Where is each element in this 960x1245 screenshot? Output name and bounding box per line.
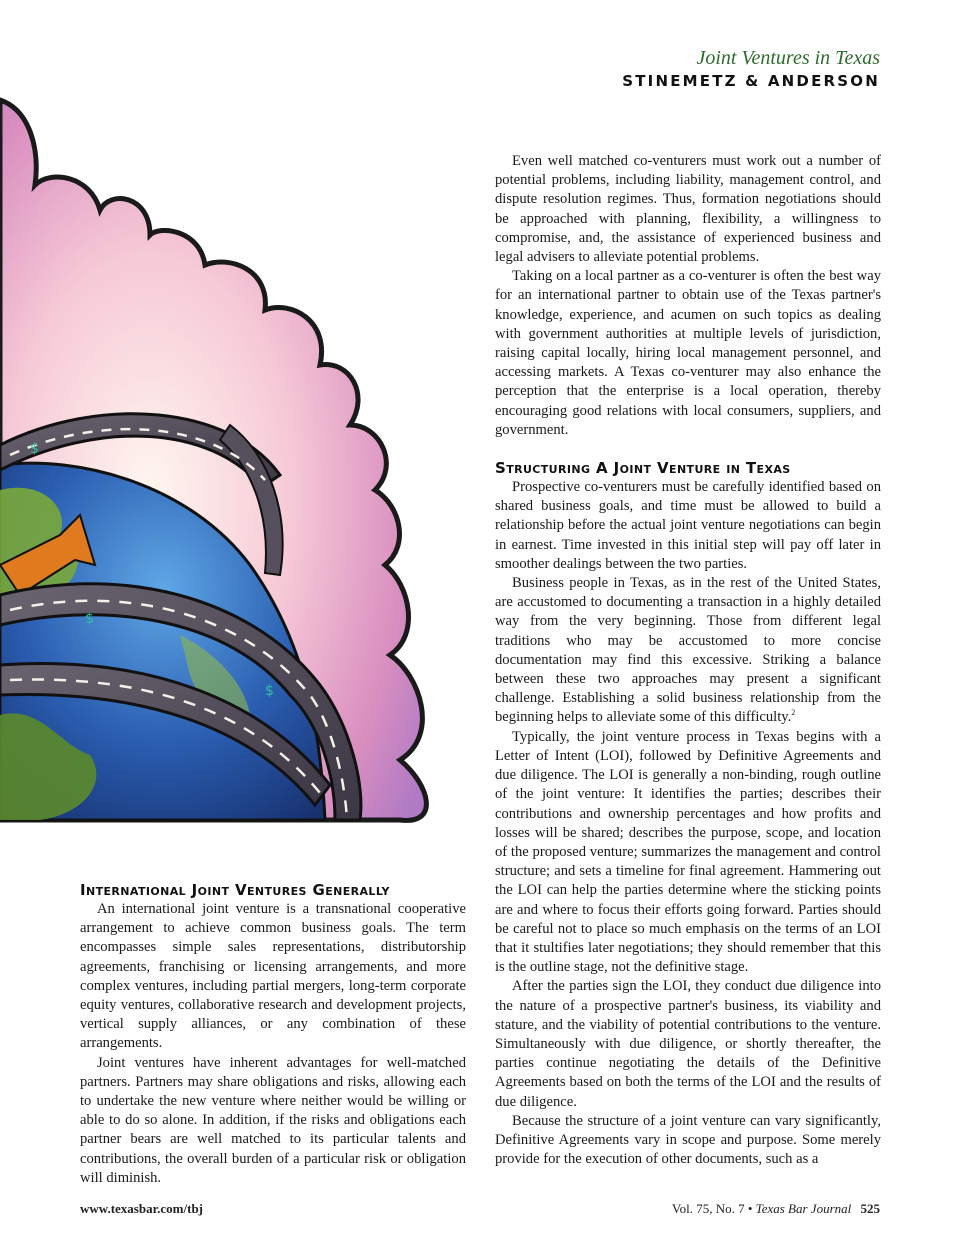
body-paragraph: Joint ventures have inherent advantages for well-matched partners. Partners may share obligations and risks, allowing each to undertake the new venture where neither would be willing or able to do so alone. In addition, if the risks and obligations each partner bears are well matched to its particular talents and contributions, the overall burden of a particular risk or obligation will diminish.	[80, 1054, 466, 1186]
section-heading-structuring: Structuring A Joint Venture in Texas	[495, 459, 791, 478]
body-paragraph: Because the structure of a joint venture can vary significantly, Definitive Agreements vary in scope and purpose. Some merely provide for the execution of other documents, such as a	[495, 1112, 881, 1168]
footnote-marker[interactable]: 2	[791, 708, 796, 718]
page-number: 525	[860, 1201, 880, 1216]
paragraph-text: Business people in Texas, as in the rest of the United States, are accustomed to documenting a transaction in a highly detailed way from the very beginning. Those from different legal traditions who may be accustomed to more concise documentation may find this excessive. Striking a balance between these two approaches may present a significant challenge. Establishing a solid business relationship from the beginning helps to alleviate some of this difficulty.	[495, 575, 881, 726]
footer-issue-info	[672, 1201, 880, 1217]
globe-highway-cloud-illustration	[0, 95, 470, 830]
body-paragraph: An international joint venture is a transnational cooperative arrangement to achieve common business goals. The term encompasses simple sales representations, distributorship agreements, franchising or licensing arrangements, and more complex ventures, including partial mergers, long-term corporate equity ventures, collaborative research and development projects, vertical supply alliances, or any combination of these arrangements.	[80, 901, 466, 1052]
dollar-mark: $	[85, 611, 94, 627]
running-header	[622, 46, 880, 92]
footer-bullet: •	[747, 1201, 753, 1216]
body-paragraph: Typically, the joint venture process in Texas begins with a Letter of Intent (LOI), followed by Definitive Agreements and due diligence. The LOI is generally a non-binding, rough outline of the joint venture: It identifies the parties; describes their contributions and ownership percentages and how profits and losses will be shared; describes the purpose, scope, and location of the proposed venture; summarizes the management and control structure; and sets a timeline for final agreement. Hammering out the LOI can help the parties determine where the sticking points are and where to focus their efforts going forward. Parties should be careful not to place so much emphasis on the terms of an LOI that it stultifies later negotiations; they should remember that this is the outline stage, not the definitive stage.	[495, 728, 881, 976]
volume-number: Vol. 75, No. 7	[671, 1201, 745, 1216]
journal-name: Texas Bar Journal	[755, 1201, 852, 1216]
body-paragraph: After the parties sign the LOI, they conduct due diligence into the nature of a prospective partner's business, its viability and stature, and the viability of potential contributions to the venture. Simultaneously with due diligence, or shortly thereafter, the parties continue negotiating the details of the Definitive Agreements based on both the terms of the LOI and the results of due diligence.	[495, 978, 881, 1110]
body-paragraph: Prospective co-venturers must be carefully identified based on shared business goals, and time must be allowed to build a relationship before the actual joint venture negotiations can begin in earnest. Time invested in this initial step will pay off later in smoother dealings between the two parties.	[495, 479, 881, 572]
body-paragraph: Taking on a local partner as a co-venturer is often the best way for an international partner to obtain use of the Texas partner's knowledge, experience, and acumen on such topics as dealing with government authorities at multiple levels of jurisdiction, raising capital locally, hiring local management personnel, and accessing markets. A Texas co-venturer may also enhance the perception that the enterprise is a local operation, thereby encouraging good relations with local consumers, suppliers, and government.	[495, 268, 881, 438]
page-footer	[80, 1201, 880, 1219]
footer-url-link[interactable]: www.texasbar.com/tbj	[80, 1201, 204, 1216]
body-paragraph: Even well matched co-venturers must work out a number of potential problems, including liability, management control, and dispute resolution regimes. Thus, formation negotiations should be approached with planning, flexibility, a willingness to compromise, and, the assistance of experienced business and legal advisers to alleviate potential problems.	[495, 153, 881, 266]
series-title: Joint Ventures in Texas	[696, 47, 880, 69]
dollar-mark: $	[30, 441, 39, 457]
right-column	[495, 152, 881, 1169]
left-column	[80, 880, 466, 1188]
dollar-mark: $	[265, 683, 274, 699]
section-heading-international: International Joint Ventures Generally	[80, 881, 390, 899]
body-paragraph	[495, 574, 881, 728]
author-names: STINEMETZ & ANDERSON	[622, 72, 880, 90]
